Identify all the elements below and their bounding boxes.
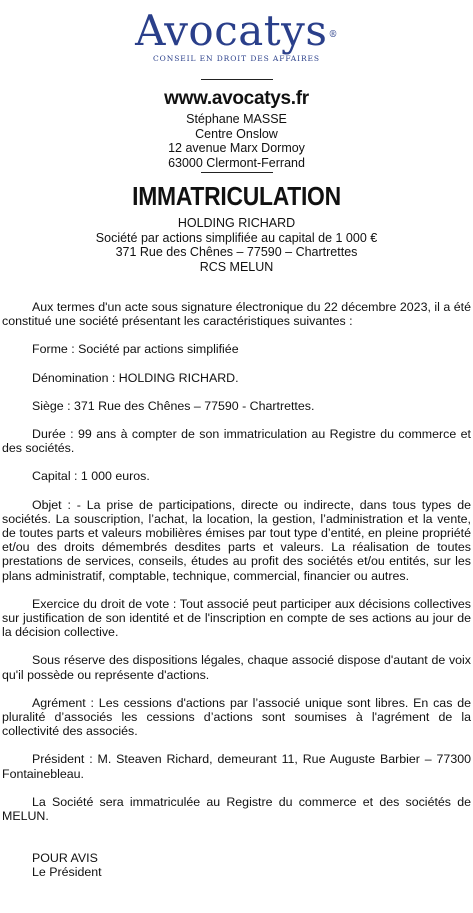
- signature-pour-avis: POUR AVIS: [32, 851, 98, 866]
- contact-city: 63000 Clermont-Ferrand: [168, 155, 305, 170]
- paragraph-droit-vote: Exercice du droit de vote : Tout associé peut participer aux décisions collectives sur justification de son identité et de l'inscription en compte de ses actions au jour de la décision collective.: [2, 596, 471, 640]
- divider: [201, 79, 273, 80]
- registered-mark: ®: [328, 30, 338, 40]
- paragraph-immatriculation: La Société sera immatriculée au Registre du commerce et des sociétés de MELUN.: [2, 794, 471, 824]
- website-url[interactable]: www.avocatys.fr: [164, 88, 309, 109]
- divider: [201, 172, 273, 173]
- signature-block: [2, 851, 471, 879]
- paragraph-denomination: Dénomination : HOLDING RICHARD.: [32, 370, 239, 385]
- contact-name: Stéphane MASSE: [186, 112, 287, 126]
- paragraph-forme: Forme : Société par actions simplifiée: [32, 342, 239, 357]
- contact-block: [2, 112, 471, 170]
- paragraph-objet: Objet : - La prise de participations, directe ou indirecte, dans tous types de sociétés. La souscription, l’achat, la location, la gestion, l’administration et la vente, de toutes parts et valeurs mobilières émises par tout type d’entité, en pleine propriété et/ou des droits démembrés desdites parts et valeurs. La réalisation de toutes prestations de services, conseils, études au profit des sociétés et/ou entités, sur les plans administratif, comptable, technique, commercial, financier ou autres.: [2, 497, 471, 583]
- contact-building: Centre Onslow: [195, 126, 278, 141]
- paragraph-intro: Aux termes d'un acte sous signature électronique du 22 décembre 2023, il a été constitué une société présentant les caractéristiques suivantes :: [2, 300, 471, 329]
- notice-title: IMMATRICULATION: [132, 181, 341, 211]
- company-address: 371 Rue des Chênes – 77590 – Chartrettes: [115, 245, 358, 259]
- paragraph-siege: Siège : 371 Rue des Chênes – 77590 - Chartrettes.: [32, 398, 315, 413]
- logo-wordmark: Avocatys: [135, 6, 328, 55]
- paragraph-duree: Durée : 99 ans à compter de son immatriculation au Registre du commerce et des sociétés.: [2, 427, 471, 456]
- logo-tagline: CONSEIL EN DROIT DES AFFAIRES: [153, 54, 320, 63]
- paragraph-agrement: Agrément : Les cessions d'actions par l’associé unique sont libres. En cas de pluralité d’associés les cessions d’actions sont soumises à l'agrément de la collectivité des associés.: [2, 695, 471, 739]
- company-rcs: RCS MELUN: [199, 259, 274, 274]
- company-name: HOLDING RICHARD: [177, 216, 296, 230]
- paragraph-voix: Sous réserve des dispositions légales, chaque associé dispose d'autant de voix qu'il possède ou représente d'actions.: [2, 653, 471, 682]
- paragraph-capital: Capital : 1 000 euros.: [32, 469, 150, 484]
- signature-president: Le Président: [32, 865, 102, 880]
- notice-body: [2, 300, 471, 823]
- paragraph-president: Président : M. Steaven Richard, demeurant 11, Rue Auguste Barbier – 77300 Fontainebleau.: [2, 752, 471, 781]
- company-block: [2, 216, 471, 274]
- company-form: Société par actions simplifiée au capital de 1 000 €: [95, 230, 378, 245]
- avocatys-logo: [2, 0, 471, 63]
- contact-street: 12 avenue Marx Dormoy: [168, 141, 305, 155]
